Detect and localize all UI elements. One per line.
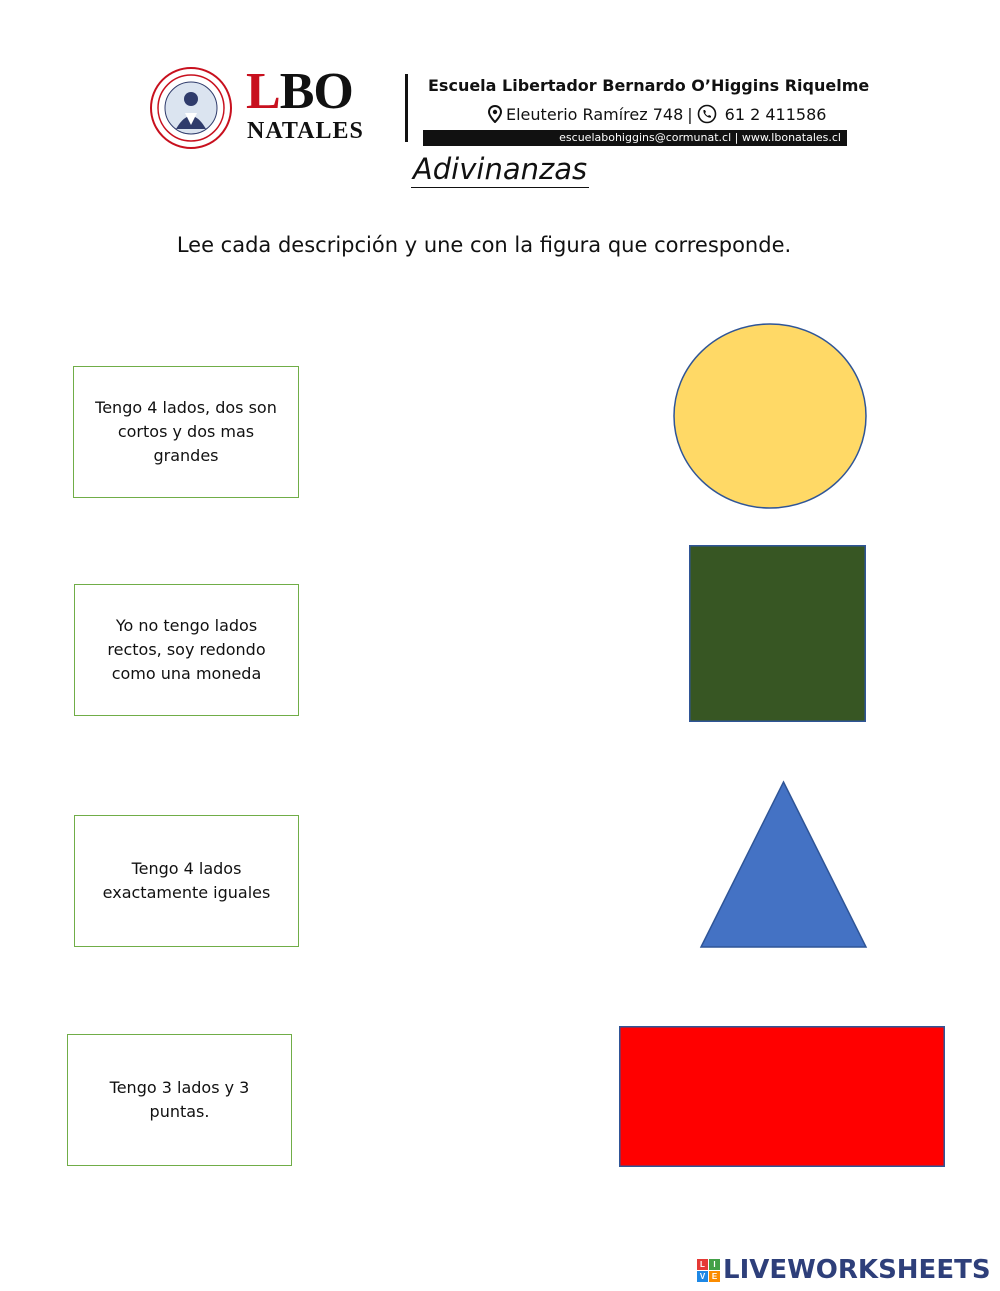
school-address: Eleuterio Ramírez 748 — [506, 104, 684, 124]
header-divider — [405, 74, 408, 142]
worksheet-instruction: Lee cada descripción y une con la figura que corresponde. — [176, 233, 792, 257]
liveworksheets-brand — [697, 1255, 991, 1285]
liveworksheets-logo-icon: L I V E — [697, 1259, 720, 1282]
contact-bar: escuelabohiggins@cormunat.cl | www.lbonatales.cl — [423, 130, 847, 146]
phone-icon — [697, 104, 717, 124]
riddle-box[interactable]: Tengo 3 lados y 3 puntas. — [67, 1034, 292, 1166]
location-pin-icon — [488, 105, 502, 123]
school-name: Escuela Libertador Bernardo O’Higgins Riquelme — [428, 76, 870, 95]
school-phone: 61 2 411586 — [724, 104, 827, 124]
liveworksheets-wordmark: LIVEWORKSHEETS — [723, 1255, 991, 1285]
lbo-logo-text: LBO — [246, 63, 353, 120]
address-row — [488, 104, 826, 124]
lbo-logo-subtitle: NATALES — [247, 118, 364, 144]
triangle-shape[interactable] — [699, 780, 868, 949]
riddle-box[interactable]: Tengo 4 lados exactamente iguales — [74, 815, 299, 947]
circle-shape[interactable] — [673, 323, 867, 509]
riddle-box[interactable]: Yo no tengo lados rectos, soy redondo como una moneda — [74, 584, 299, 716]
square-shape[interactable] — [689, 545, 866, 722]
riddle-box[interactable]: Tengo 4 lados, dos son cortos y dos mas grandes — [73, 366, 299, 498]
address-separator: | — [687, 104, 693, 124]
worksheet-title: Adivinanzas — [412, 152, 588, 186]
school-seal-logo — [150, 67, 232, 149]
rectangle-shape[interactable] — [619, 1026, 945, 1167]
